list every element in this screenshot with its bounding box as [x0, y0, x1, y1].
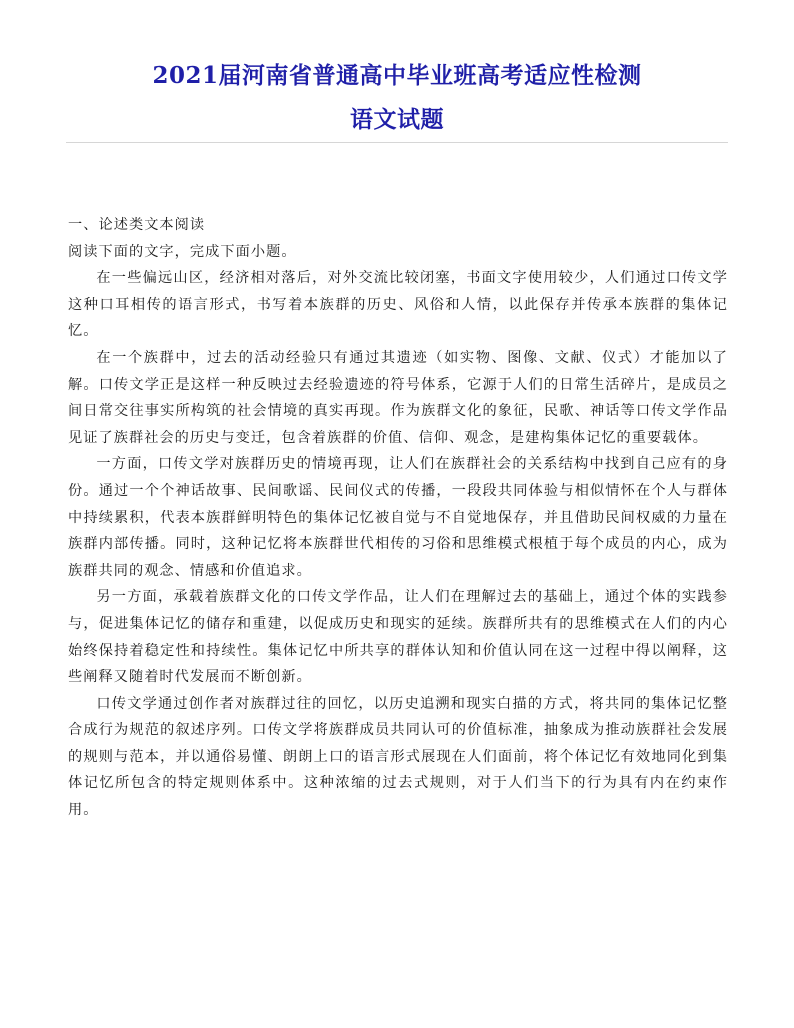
paragraph-1: 在一些偏远山区，经济相对落后，对外交流比较闭塞，书面文字使用较少，人们通过口传文学这种口耳相传的语言形式，书写着本族群的历史、风俗和人情，以此保存并传承本族群的集体记忆。 — [68, 270, 728, 340]
paragraph-4: 另一方面，承载着族群文化的口传文学作品，让人们在理解过去的基础上，通过个体的实践参与，促进集体记忆的储存和重建，以促成历史和现实的延续。族群所共有的思维模式在人们的内心始终保持着稳定性和持续性。集体记忆中所共享的群体认知和价值认同在这一过程中得以阐释，这些阐释又随着时代发展而不断创新。 — [68, 589, 728, 686]
document-title: 2021届河南省普通高中毕业班高考适应性检测 — [152, 62, 642, 89]
document-body — [68, 212, 728, 824]
paragraph-3: 一方面，口传文学对族群历史的情境再现，让人们在族群社会的关系结构中找到自己应有的身份。通过一个个神话故事、民间歌谣、民间仪式的传播，一段段共同体验与相似情怀在个人与群体中持续累积，代表本族群鲜明特色的集体记忆被自觉与不自觉地保存，并且借助民间权威的力量在族群内部传播。同时，这种记忆将本族群世代相传的习俗和思维模式根植于每个成员的内心，成为族群共同的观念、情感和价值追求。 — [68, 456, 728, 579]
reading-instruction: 阅读下面的文字，完成下面小题。 — [68, 243, 297, 260]
section-heading: 一、论述类文本阅读 — [68, 217, 206, 233]
paragraph-2: 在一个族群中，过去的活动经验只有通过其遗迹（如实物、图像、文献、仪式）才能加以了解。口传文学正是这样一种反映过去经验遗迹的符号体系，它源于人们的日常生活碎片，是成员之间日常交往事实所构筑的社会情境的真实再现。作为族群文化的象征，民歌、神话等口传文学作品见证了族群社会的历史与变迁，包含着族群的价值、信仰、观念，是建构集体记忆的重要载体。 — [68, 349, 728, 446]
paragraph-5: 口传文学通过创作者对族群过往的回忆，以历史追溯和现实白描的方式，将共同的集体记忆整合成行为规范的叙述序列。口传文学将族群成员共同认可的价值标准，抽象成为推动族群社会发展的规则与范本，并以通俗易懂、朗朗上口的语言形式展现在人们面前，将个体记忆有效地同化到集体记忆所包含的特定规则体系中。这种浓缩的过去式规则，对于人们当下的行为具有内在约束作用。 — [68, 695, 728, 819]
document-subtitle: 语文试题 — [350, 106, 444, 133]
title-divider — [66, 142, 728, 143]
